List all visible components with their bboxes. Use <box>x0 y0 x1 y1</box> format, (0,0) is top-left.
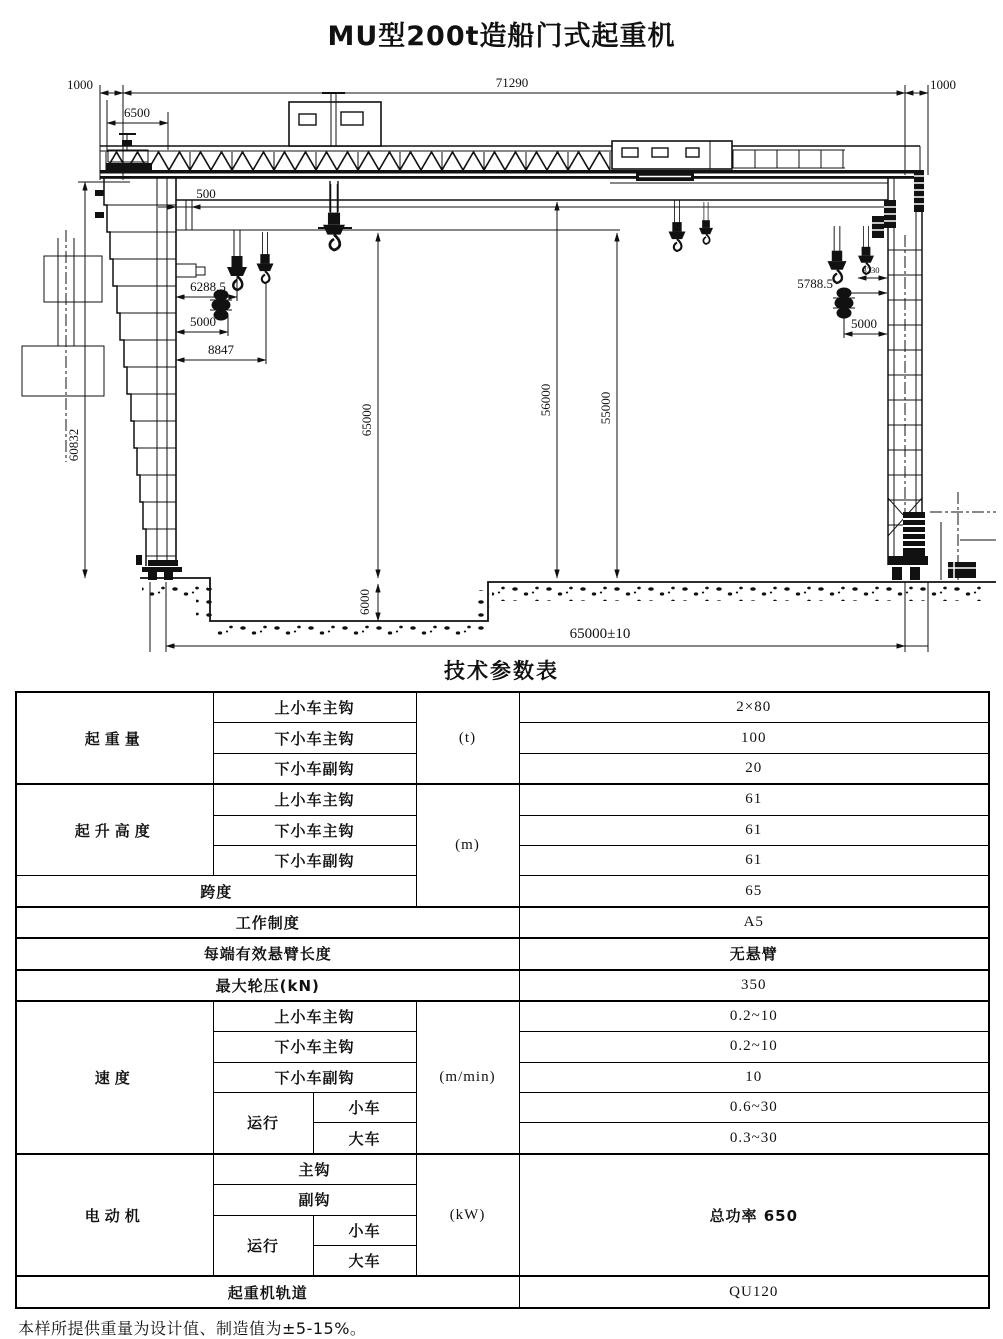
table-row <box>16 1154 989 1185</box>
height-value: 61 <box>519 784 989 815</box>
dim-pit-depth: 6000 <box>357 589 372 615</box>
table-row <box>16 1001 989 1032</box>
hook-icon <box>699 202 713 244</box>
table-caption: 技术参数表 <box>444 659 559 683</box>
speed-value: 0.6~30 <box>519 1093 989 1123</box>
span-label: 跨度 <box>16 876 416 907</box>
dim-right-hook1: 5788.5 <box>797 276 833 291</box>
motor-travel-label: 运行 <box>213 1215 313 1276</box>
dim-right-end: 1000 <box>930 77 956 92</box>
crane-drawing <box>0 60 1003 655</box>
dim-mid-height2: 55000 <box>598 391 613 425</box>
height-unit: (m) <box>416 784 519 907</box>
speed-value: 0.2~10 <box>519 1001 989 1032</box>
speed-item: 上小车主钩 <box>213 1001 416 1032</box>
capacity-unit: (t) <box>416 692 519 784</box>
ground <box>140 578 996 638</box>
hook-icon <box>257 232 274 283</box>
motor-group-label: 电动机 <box>16 1154 213 1277</box>
footnote: 本样所提供重量为设计值、制造值为±5-15%。 <box>18 1318 367 1338</box>
cantilever-value: 无悬臂 <box>519 938 989 969</box>
speed-item: 下小车主钩 <box>213 1032 416 1062</box>
dim-leg-gap: 500 <box>196 186 216 201</box>
span-value: 65 <box>519 876 989 907</box>
dim-left-hook2: 5000 <box>190 314 216 329</box>
capacity-group-label: 起重量 <box>16 692 213 784</box>
cantilever-label: 每端有效悬臂长度 <box>16 938 519 969</box>
dim-clear-height: 65000 <box>359 403 374 437</box>
capacity-item: 下小车副钩 <box>213 753 416 784</box>
speed-item: 大车 <box>313 1123 416 1154</box>
page-title: MU型200t造船门式起重机 <box>327 21 676 52</box>
left-leg <box>95 178 205 580</box>
speed-group-label: 速度 <box>16 1001 213 1154</box>
wheelload-value: 350 <box>519 970 989 1001</box>
speed-travel-label: 运行 <box>213 1093 313 1154</box>
duty-value: A5 <box>519 907 989 938</box>
hook-icon <box>323 184 345 250</box>
table-row <box>16 907 989 938</box>
dim-right-hook2: 3230 <box>862 265 880 275</box>
hook-icon <box>828 226 847 283</box>
capacity-item: 上小车主钩 <box>213 692 416 723</box>
capacity-value: 20 <box>519 753 989 784</box>
motor-item: 副钩 <box>213 1185 416 1215</box>
rail-value: QU120 <box>519 1276 989 1307</box>
table-row <box>16 692 989 723</box>
table-row <box>16 784 989 815</box>
capacity-item: 下小车主钩 <box>213 723 416 753</box>
speed-value: 10 <box>519 1062 989 1092</box>
wheelload-label: 最大轮压(kN) <box>16 970 519 1001</box>
left-end-trolley <box>106 134 152 171</box>
height-item: 上小车主钩 <box>213 784 416 815</box>
height-value: 61 <box>519 815 989 845</box>
dim-left-hook3: 8847 <box>208 342 234 357</box>
dock-structure-right <box>930 492 996 580</box>
capacity-value: 2×80 <box>519 692 989 723</box>
dim-total-span: 71290 <box>495 75 529 90</box>
height-item: 下小车副钩 <box>213 845 416 875</box>
speed-unit: (m/min) <box>416 1001 519 1154</box>
speed-item: 小车 <box>313 1093 416 1123</box>
dim-mid-height1: 56000 <box>538 383 553 417</box>
dim-left-height: 60832 <box>66 428 81 462</box>
dim-rail-span: 65000±10 <box>569 626 631 642</box>
motor-item: 主钩 <box>213 1154 416 1185</box>
dim-left-hook1: 6288.5 <box>190 279 226 294</box>
motor-value: 总功率 650 <box>519 1154 989 1277</box>
speed-value: 0.2~10 <box>519 1032 989 1062</box>
table-row <box>16 938 989 969</box>
speed-value: 0.3~30 <box>519 1123 989 1154</box>
dim-right-hook3: 5000 <box>851 316 877 331</box>
table-row <box>16 970 989 1001</box>
dock-structure-left <box>22 230 104 462</box>
motor-unit: (kW) <box>416 1154 519 1277</box>
speed-item: 下小车副钩 <box>213 1062 416 1092</box>
table-row <box>16 1276 989 1307</box>
motor-item: 大车 <box>313 1246 416 1277</box>
height-item: 下小车主钩 <box>213 815 416 845</box>
upper-trolley-house <box>289 93 381 228</box>
motor-item: 小车 <box>313 1215 416 1245</box>
duty-label: 工作制度 <box>16 907 519 938</box>
height-group-label: 起升高度 <box>16 784 213 876</box>
lower-trolley-house <box>612 141 732 181</box>
rail-label: 起重机轨道 <box>16 1276 519 1307</box>
technical-parameters-table <box>15 691 990 1309</box>
capacity-value: 100 <box>519 723 989 753</box>
hook-icon <box>669 200 686 251</box>
right-leg <box>872 170 928 580</box>
height-value: 61 <box>519 845 989 875</box>
main-girder <box>176 200 888 230</box>
truss-girder <box>100 146 920 183</box>
dim-upper-left: 6500 <box>124 105 150 120</box>
dim-left-end: 1000 <box>67 77 93 92</box>
hook-icons <box>210 184 874 320</box>
